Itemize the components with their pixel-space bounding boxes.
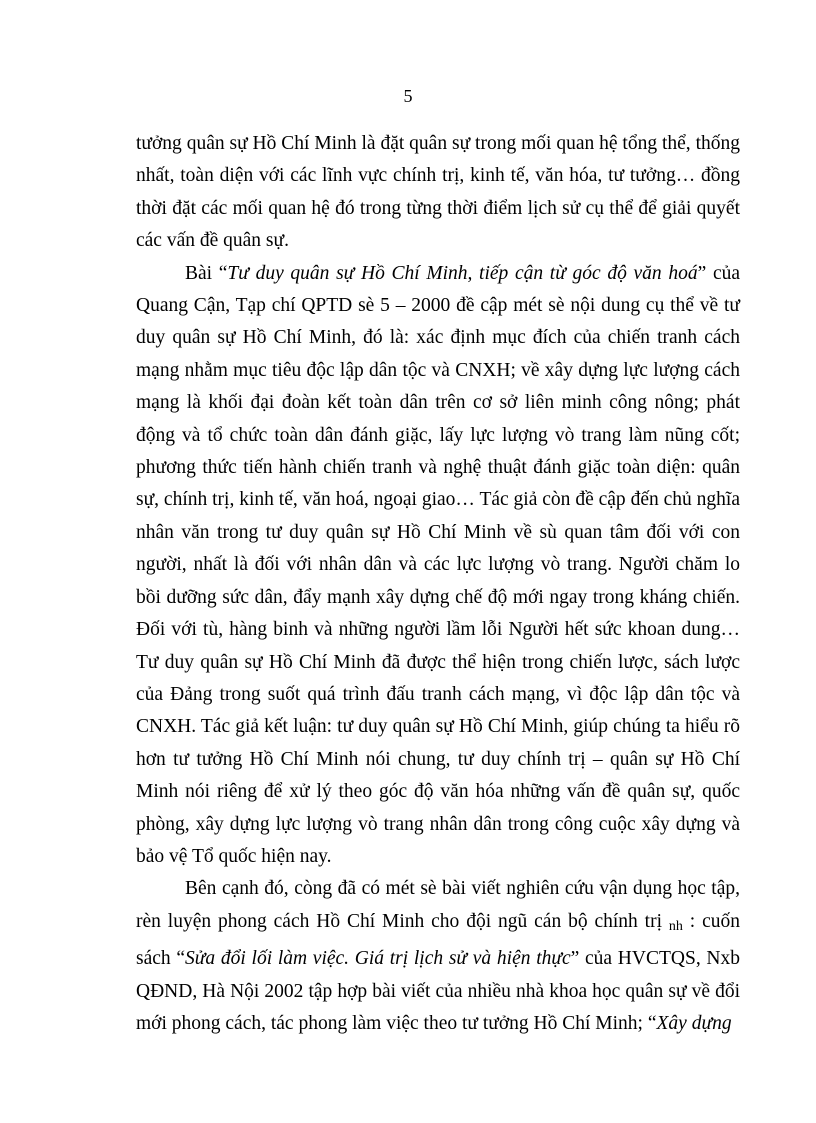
paragraph-3-small-text: nh [668, 918, 683, 934]
paragraph-1-text: tưởng quân sự Hồ Chí Minh là đặt quân sự trong mối quan hệ tổng thể, thống nhất, toàn diện với các lĩnh vực chính trị, kinh tế, văn hóa, tư tưởng… đồng thời đặt các mối quan hệ đó trong từng thời điểm lịch sử cụ thể để giải quyết các vấn đề quân sự. [136, 133, 740, 252]
paragraph-3-part1: Bên cạnh đó, còng đã có mét sè bài viết nghiên cứu vận dụng học tập, rèn luyện phong cách Hồ Chí Minh cho đội ngũ cán bộ chính trị [136, 878, 740, 932]
paragraph-quang-can-review [136, 258, 740, 874]
page-number: 5 [403, 86, 413, 106]
paragraph-2-before: Bài “ [185, 262, 228, 284]
book-title: Sửa đổi lối làm việc. Giá trị lịch sử và hiện thực [185, 948, 571, 970]
paragraph-continuation [136, 128, 740, 258]
article-title: Tư duy quân sự Hồ Chí Minh, tiếp cận từ góc độ văn hoá [227, 262, 698, 284]
paragraph-3-part3: ” của HVCTQS, Nxb QĐND, Hà Nội 2002 tập hợp bài viết của nhiều nhà khoa học quân sự về đổi mới phong cách, tác phong làm việc theo tư tưởng Hồ Chí Minh; “ [136, 948, 740, 1034]
paragraph-other-works [136, 873, 740, 1040]
trailing-title: Xây dựng [656, 1012, 732, 1034]
body-text [136, 128, 740, 1040]
paragraph-2-after: ” của Quang Cận, Tạp chí QPTD sè 5 – 2000 đề cập mét sè nội dung cụ thể về tư duy quân sự Hồ Chí Minh, đó là: xác định mục đích của chiến tranh cách mạng nhằm mục tiêu độc lập dân tộc và CNXH; về xây dựng lực lượng cách mạng là khối đại đoàn kết toàn dân trên cơ sở liên minh công nông; phát động và tổ chức toàn dân đánh giặc, lấy lực lượng vò trang làm nũng cốt; phương thức tiến hành chiến tranh và nghệ thuật đánh giặc toàn diện: quân sự, chính trị, kinh tế, văn hoá, ngoại giao… Tác giả còn đề cập đến chủ nghĩa nhân văn trong tư duy quân sự Hồ Chí Minh về sù quan tâm đối với con người, nhất là đối với nhân dân và các lực lượng vò trang. Người chăm lo bồi dưỡng sức dân, đẩy mạnh xây dựng chế độ mới ngay trong kháng chiến. Đối với tù, hàng binh và những người lầm lỗi Người hết sức khoan dung… Tư duy quân sự Hồ Chí Minh đã được thể hiện trong chiến lược, sách lược của Đảng trong suốt quá trình đấu tranh cách mạng, vì độc lập dân tộc và CNXH. Tác giả kết luận: tư duy quân sự Hồ Chí Minh, giúp chúng ta hiểu rõ hơn tư tưởng Hồ Chí Minh nói chung, tư duy chính trị – quân sự Hồ Chí Minh nói riêng để xử lý theo góc độ văn hóa những vấn đề quân sự, quốc phòng, xây dựng lực lượng vò trang nhân dân trong công cuộc xây dựng và bảo vệ Tổ quốc hiện nay. [136, 262, 740, 867]
paragraph-3-part2: : cuốn sách “ [136, 910, 741, 970]
